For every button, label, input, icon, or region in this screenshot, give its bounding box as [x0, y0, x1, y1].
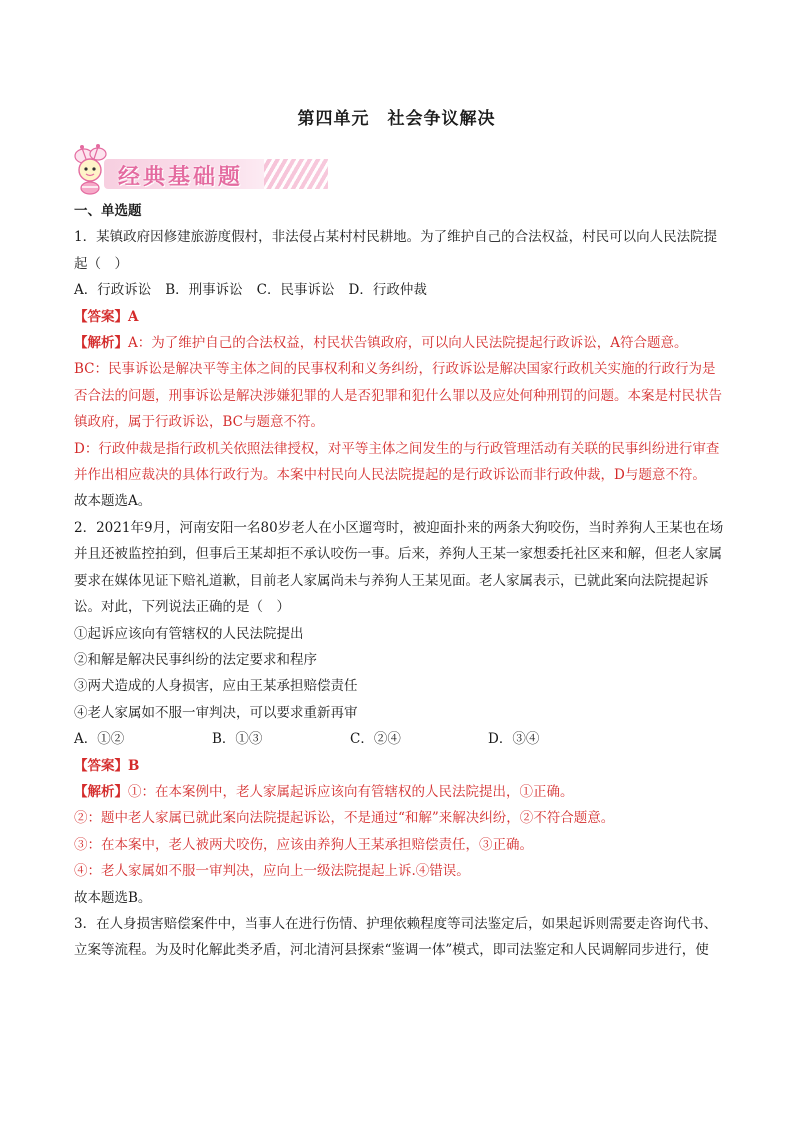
q1-answer-value: A: [128, 308, 139, 325]
q1-analysis-3: D：行政仲裁是指行政机关依照法律授权，对平等主体之间发生的与行政管理活动有关联的民事纠纷进行审查并作出相应裁决的具体行政行为。本案中村民向人民法院提起的是行政诉讼而非行政仲裁，D与题意不符。: [74, 440, 720, 484]
banner-text: 经典基础题: [118, 165, 244, 190]
q2-analysis-3: ③：在本案中，老人被两犬咬伤，应该由养狗人王某承担赔偿责任，③正确。: [74, 836, 533, 853]
q2-analysis-4: ④：老人家属如不服一审判决，应向上一级法院提起上诉.④错误。: [74, 863, 470, 880]
q1-option-c: C．民事诉讼: [256, 282, 335, 299]
q2-option-d: D．③④: [488, 731, 540, 748]
q1-answer-label: 【答案】: [74, 308, 128, 325]
q1-options: [74, 277, 724, 303]
question-content: [74, 198, 724, 964]
q1-conclusion: 故本题选A。: [74, 493, 152, 510]
q2-conclusion: 故本题选B。: [74, 889, 152, 906]
q2-analysis-1-text: ①：在本案例中，老人家属起诉应该向有管辖权的人民法院提出，①正确。: [128, 783, 574, 800]
q2-statement-2: ②和解是解决民事纠纷的法定要求和程序: [74, 651, 317, 668]
q1-option-d: D．行政仲裁: [348, 282, 427, 299]
q2-option-c: C．②④: [350, 731, 401, 748]
q1-stem: 1．某镇政府因修建旅游度假村，非法侵占某村村民耕地。为了维护自己的合法权益，村民可以向人民法院提起（ ）: [74, 229, 718, 272]
q2-analysis-1: [74, 779, 724, 805]
q2-statement-4: ④老人家属如不服一审判决，可以要求重新再审: [74, 704, 358, 721]
section-heading: 一、单选题: [74, 203, 142, 219]
q3-stem: 3．在人身损害赔偿案件中，当事人在进行伤情、护理依赖程度等司法鉴定后，如果起诉则需要走咨询代书、立案等流程。为及时化解此类矛盾，河北清河县探索“鉴调一体”模式，即司法鉴定和人民调解同步进行，使: [74, 915, 718, 959]
q2-analysis-2: ②：题中老人家属已就此案向法院提起诉讼，不是通过“和解”来解决纠纷，②不符合题意。: [74, 810, 615, 827]
banner-stripes: [264, 159, 328, 189]
q2-analysis-label: 【解析】: [74, 783, 128, 800]
q1-analysis-1-text: A：为了维护自己的合法权益，村民状告镇政府，可以向人民法院提起行政诉讼，A符合题意。: [128, 335, 688, 352]
q1-analysis-1: [74, 330, 724, 356]
q2-answer-label: 【答案】: [74, 757, 128, 774]
q1-option-b: B．刑事诉讼: [165, 282, 243, 299]
q2-statement-1: ①起诉应该向有管辖权的人民法院提出: [74, 625, 304, 642]
q2-option-a: A．①②: [74, 731, 125, 748]
q1-analysis-2: BC：民事诉讼是解决平等主体之间的民事权利和义务纠纷，行政诉讼是解决国家行政机关实施的行政行为是否合法的问题，刑事诉讼是解决涉嫌犯罪的人是否犯罪和犯什么罪以及应处何种刑罚的问题。本案是村民状告镇政府，属于行政诉讼，BC与题意不符。: [74, 361, 722, 431]
q2-statement-3: ③两犬造成的人身损害，应由王某承担赔偿责任: [74, 678, 358, 695]
q2-option-b: B．①③: [212, 731, 263, 748]
q1-answer: [74, 304, 724, 330]
q1-option-a: A．行政诉讼: [74, 282, 152, 299]
q2-options: [74, 726, 724, 752]
page-title: 第四单元 社会争议解决: [297, 109, 496, 129]
q2-answer-value: B: [128, 757, 140, 774]
section-banner: [68, 142, 328, 196]
q2-stem: 2．2021年9月，河南安阳一名80岁老人在小区遛弯时，被迎面扑来的两条大狗咬伤，当时养狗人王某也在场并且还被监控拍到，但事后王某却拒不承认咬伤一事。后来，养狗人王某一家想委托社区来和解，但老人家属要求在媒体见证下赔礼道歉，目前老人家属尚未与养狗人王某见面。老人家属表示，已就此案向法院提起诉讼。对此，下列说法正确的是（ ）: [74, 519, 724, 616]
q2-answer: [74, 753, 724, 779]
q1-analysis-label: 【解析】: [74, 335, 128, 352]
